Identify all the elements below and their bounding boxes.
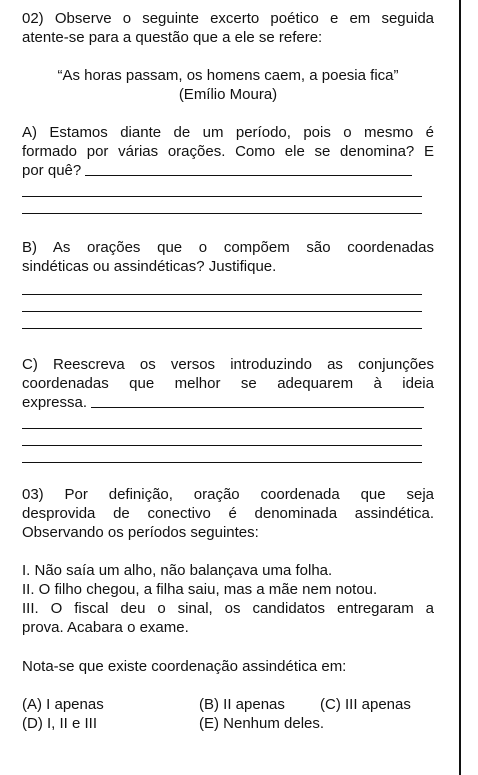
option-c[interactable]: (C) III apenas [320, 696, 411, 713]
q03-item-3-line1: III. O fiscal deu o sinal, os candidatos entregaram a [22, 600, 434, 617]
q03-intro [22, 485, 434, 542]
answer-blank[interactable] [85, 161, 412, 176]
q02-c-line3-text: expressa. [22, 394, 88, 411]
q02-a-line2: formado por várias orações. Como ele se denomina? E [22, 143, 434, 160]
answer-line[interactable] [22, 328, 422, 329]
q03-intro-line2: desprovida de conectivo é denominada assindética. [22, 505, 434, 522]
answer-line[interactable] [22, 445, 422, 446]
answer-line[interactable] [22, 462, 422, 463]
q03-item-3-line2: prova. Acabara o exame. [22, 619, 189, 636]
option-b[interactable]: (B) II apenas [199, 696, 285, 713]
option-a[interactable]: (A) I apenas [22, 696, 104, 713]
q02-c-line3 [22, 393, 434, 412]
q02-a-line3-text: por quê? [22, 162, 82, 179]
poem-author: (Emílio Moura) [178, 86, 278, 103]
q03-items [22, 561, 434, 637]
q02-a-line3 [22, 161, 434, 180]
q03-item-2: II. O filho chegou, a filha saiu, mas a mãe nem notou. [22, 581, 378, 598]
options-row-2 [22, 714, 434, 733]
q02-item-b [22, 238, 434, 329]
poem-quote: “As horas passam, os homens caem, a poesia fica” [57, 67, 399, 84]
q02-c-line1: C) Reescreva os versos introduzindo as conjunções [22, 356, 434, 373]
q03-intro-line1: 03) Por definição, oração coordenada que seja [22, 486, 434, 503]
q02-b-line2: sindéticas ou assindéticas? Justifique. [22, 258, 277, 275]
q02-b-line1: B) As orações que o compõem são coordenadas [22, 239, 434, 256]
q03-item-1: I. Não saía um alho, não balançava uma folha. [22, 562, 333, 579]
q02-intro-line2: atente-se para a questão que a ele se refere: [22, 29, 323, 46]
answer-blank[interactable] [91, 393, 424, 408]
answer-line[interactable] [22, 311, 422, 312]
answer-line[interactable] [22, 428, 422, 429]
q02-item-c [22, 355, 434, 463]
options-row-1 [22, 695, 434, 714]
q03-options [22, 695, 434, 733]
answer-line[interactable] [22, 196, 422, 197]
q02-a-line1: A) Estamos diante de um período, pois o mesmo é [22, 124, 434, 141]
option-e[interactable]: (E) Nenhum deles. [199, 715, 325, 732]
q02-c-line2: coordenadas que melhor se adequarem à ideia [22, 375, 434, 392]
right-border-line [459, 0, 461, 775]
document-page [22, 9, 434, 733]
q02-item-a [22, 123, 434, 214]
option-d[interactable]: (D) I, II e III [22, 715, 98, 732]
q03-intro-line3: Observando os períodos seguintes: [22, 524, 259, 541]
answer-line[interactable] [22, 294, 422, 295]
q03-prompt: Nota-se que existe coordenação assindética em: [22, 658, 347, 675]
answer-line[interactable] [22, 213, 422, 214]
q02-intro-line1: 02) Observe o seguinte excerto poético e em seguida [22, 10, 434, 27]
